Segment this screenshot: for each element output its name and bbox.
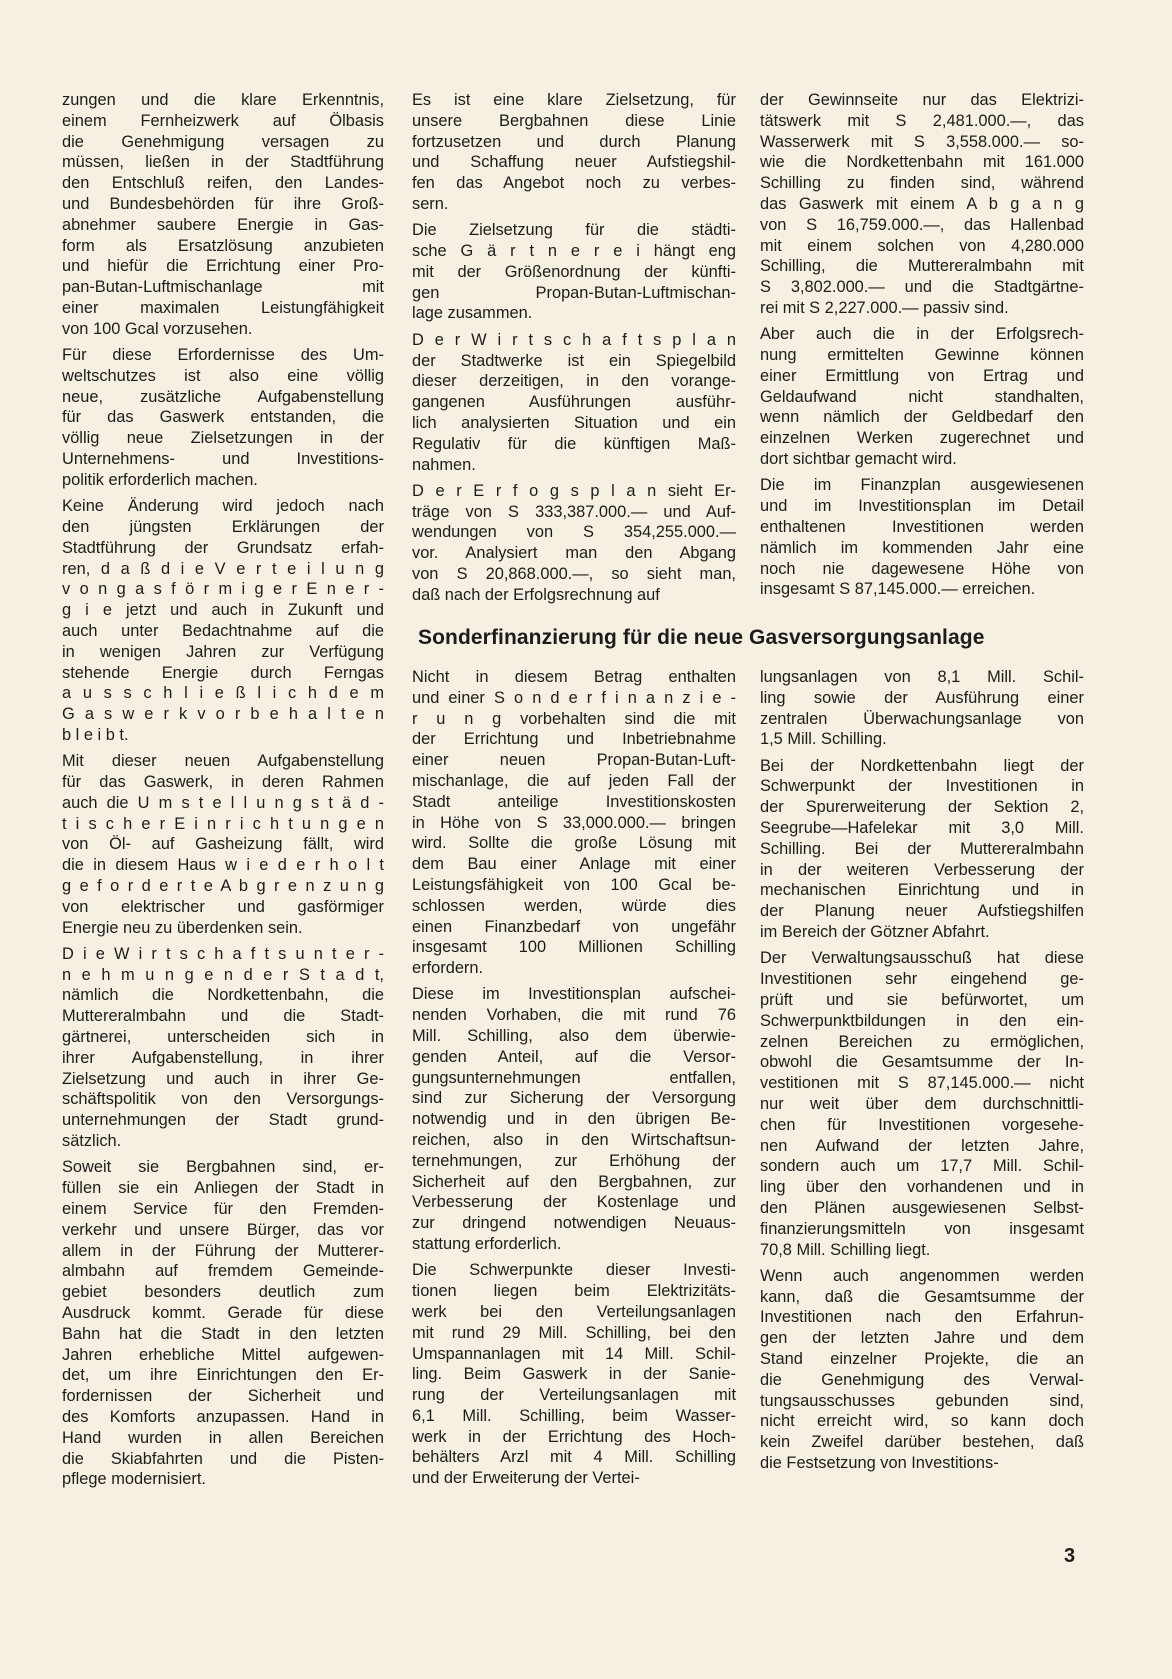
section-heading: Sonderfinanzierung für die neue Gasversorgungsanlage — [418, 626, 985, 649]
text-line: ternehmungen, zur Erhöhung der — [412, 1151, 736, 1170]
text-line: nämlich im kommenden Jahr eine — [760, 538, 1084, 557]
text-line: dieser derzeitigen, in den vorange- — [412, 372, 736, 391]
text-line: den jüngsten Erklärungen der — [62, 517, 384, 536]
paragraph — [412, 667, 736, 979]
text-line: Keine Änderung wird jedoch nach — [62, 497, 384, 516]
text-line: lage zusammen. — [412, 304, 533, 323]
text-line: Stand einzelner Projekte, die an — [760, 1350, 1084, 1368]
text-line: Bei der Nordkettenbahn liegt der — [760, 756, 1084, 775]
text-line: lungsanlagen von 8,1 Mill. Schil- — [760, 668, 1084, 686]
text-line: vor. Analysiert man den Abgang — [412, 544, 736, 563]
text-line: der Planung neuer Aufstiegshilfen — [760, 902, 1084, 921]
text-line: Umspannanlagen mit 14 Mill. Schil- — [412, 1344, 736, 1363]
text-line: sätzlich. — [62, 1132, 122, 1151]
text-line: gärtnerei, unterscheiden sich in — [62, 1028, 384, 1047]
text-line: 1,5 Mill. Schilling. — [760, 730, 887, 749]
text-line: in Höhe von S 33,000.000.— bringen — [412, 813, 736, 832]
text-line: einzelnen Werken zugerechnet und — [760, 429, 1084, 448]
text-line: politik erforderlich machen. — [62, 470, 258, 489]
text-line: stehende Energie durch Ferngas — [62, 663, 384, 682]
text-line: einer neuen Propan-Butan-Luft- — [412, 751, 736, 770]
paragraph — [412, 984, 736, 1254]
text-line: notwendig und in den übrigen Be- — [412, 1110, 736, 1129]
text-line: die in diesem Haus w i e d e r h o l t — [62, 856, 384, 875]
paragraph — [62, 345, 384, 491]
text-line: Seegrube—Hafelekar mit 3,0 Mill. — [760, 819, 1084, 838]
text-line: von S 16,759.000.—, das Hallenbad — [760, 215, 1084, 234]
text-line: a u s s c h l i e ß l i c h d e m — [62, 684, 384, 703]
column-1 — [62, 90, 384, 1496]
text-line: völlig neue Zielsetzungen in der — [62, 429, 384, 448]
text-line: und hiefür die Errichtung einer Pro- — [62, 257, 384, 276]
text-line: Investitionen nach den Erfahrun- — [760, 1308, 1084, 1327]
text-line: ling über den vorhandenen und in — [760, 1178, 1084, 1197]
text-line: erfordern. — [412, 959, 484, 978]
text-line: allem in der Führung der Mutterer- — [62, 1241, 384, 1260]
text-line: einem Fernheizwerk auf Ölbasis — [62, 111, 384, 130]
text-line: Für diese Erfordernisse des Um- — [62, 346, 384, 365]
text-line: mit der Größenordnung der künfti- — [412, 262, 736, 281]
text-line: unternehmungen der Stadt grund- — [62, 1111, 384, 1130]
text-line: pflege modernisiert. — [62, 1470, 206, 1489]
text-line: sind zur Sicherung der Versorgung — [412, 1089, 736, 1108]
text-line: Wasserwerk mit S 3,558.000.— so- — [760, 132, 1084, 151]
paragraph — [760, 324, 1084, 470]
text-line: einer Ermittlung von Ertrag und — [760, 366, 1084, 385]
text-line: rung der Verteilungsanlagen mit — [412, 1386, 736, 1405]
text-line: Schwerpunktbildungen in den ein- — [760, 1011, 1084, 1030]
text-line: finanzierungsmitteln von insgesamt — [760, 1219, 1084, 1238]
text-line: kann, daß die Gesamtsumme der — [760, 1287, 1084, 1306]
text-line: Energie neu zu überdenken sein. — [62, 918, 303, 937]
text-line: tungsausschusses gebunden sind, — [760, 1391, 1084, 1410]
text-line: nahmen. — [412, 455, 476, 474]
text-line: ihrer Aufgabenstellung, in ihrer — [62, 1048, 384, 1067]
paragraph — [62, 496, 384, 746]
text-line: von 100 Gcal vorzusehen. — [62, 319, 253, 338]
text-line: behälters Arzl mit 4 Mill. Schilling — [412, 1448, 736, 1467]
paragraph — [760, 756, 1084, 943]
text-line: Schilling, die Muttereralmbahn mit — [760, 257, 1084, 276]
paragraph — [760, 667, 1084, 750]
text-line: füllen sie ein Anliegen der Stadt in — [62, 1179, 384, 1198]
text-line: in der weiteren Verbesserung der — [760, 860, 1084, 879]
text-line: der Stadtwerke ist ein Spiegelbild — [412, 351, 736, 370]
text-line: Soweit sie Bergbahnen sind, er- — [62, 1158, 384, 1177]
page-number: 3 — [1064, 1545, 1076, 1567]
text-line: mechanischen Einrichtung und in — [760, 881, 1084, 900]
text-line: fordernissen der Sicherheit und — [62, 1387, 384, 1406]
text-line: von elektrischer und gasförmiger — [62, 897, 384, 916]
text-line: kein Zweifel darüber bestehen, daß — [760, 1433, 1084, 1452]
text-line: die Festsetzung von Investitions- — [760, 1453, 999, 1472]
text-line: Stadt anteilige Investitionskosten — [412, 792, 736, 811]
text-line: neue, zusätzliche Aufgabenstellung — [62, 387, 384, 406]
paragraph — [412, 220, 736, 324]
text-line: Nicht in diesem Betrag enthalten — [412, 668, 736, 686]
text-line: tionen liegen beim Elektrizitäts- — [412, 1282, 736, 1301]
text-line: daß nach der Erfolgsrechnung auf — [412, 585, 660, 604]
text-line: rei mit S 2,227.000.— passiv sind. — [760, 298, 1009, 317]
paragraph — [760, 475, 1084, 600]
paragraph — [760, 948, 1084, 1260]
text-line: mischanlage, die auf jeden Fall der — [412, 771, 736, 790]
text-line: 70,8 Mill. Schilling liegt. — [760, 1240, 931, 1259]
text-line: dem Bau einer Anlage mit einer — [412, 855, 736, 874]
text-line: sondern auch um 17,7 Mill. Schil- — [760, 1157, 1084, 1176]
text-line: nen Aufwand der letzten Jahre, — [760, 1136, 1084, 1155]
text-line: auch die U m s t e l l u n g s t ä d - — [62, 793, 384, 812]
text-line: der Errichtung und Inbetriebnahme — [412, 730, 736, 749]
paragraph — [412, 1260, 736, 1489]
text-line: abnehmer saubere Energie in Gas- — [62, 215, 384, 234]
text-line: almbahn auf fremdem Gemeinde- — [62, 1262, 384, 1281]
text-line: müssen, ließen in der Stadtführung — [62, 153, 384, 172]
text-line: die Genehmigung versagen zu — [62, 132, 384, 151]
text-line: 6,1 Mill. Schilling, beim Wasser- — [412, 1406, 736, 1425]
text-line: genden Anteil, auf die Versor- — [412, 1047, 736, 1066]
text-line: Die im Finanzplan ausgewiesenen — [760, 476, 1084, 495]
text-line: Es ist eine klare Zielsetzung, für — [412, 91, 736, 109]
text-line: Wenn auch angenommen werden — [760, 1266, 1084, 1285]
text-line: n e h m u n g e n d e r S t a d t, — [62, 965, 384, 984]
text-line: fen das Angebot noch zu verbes- — [412, 174, 736, 193]
text-line: Unternehmens- und Investitions- — [62, 450, 384, 469]
text-line: wendungen von S 354,255.000.— — [412, 523, 736, 542]
paragraph — [62, 1157, 384, 1490]
text-line: Hand wurden in allen Bereichen — [62, 1428, 384, 1447]
text-line: t i s c h e r E i n r i c h t u n g e n — [62, 814, 384, 833]
text-line: die Skiabfahrten und die Pisten- — [62, 1449, 384, 1468]
text-line: gen der letzten Jahre und dem — [760, 1329, 1084, 1348]
text-line: g i e jetzt und auch in Zukunft und — [62, 601, 384, 620]
text-line: vestitionen mit S 87,145.000.— nicht — [760, 1074, 1084, 1093]
text-line: D e r E r f o g s p l a n sieht Er- — [412, 481, 736, 500]
text-line: S 3,802.000.— und die Stadtgärtne- — [760, 278, 1084, 297]
text-line: Regulativ für die künftigen Maß- — [412, 434, 736, 453]
text-line: der Spurerweiterung der Sektion 2, — [760, 798, 1084, 817]
paragraph — [62, 944, 384, 1152]
text-line: Geldaufwand nicht standhalten, — [760, 387, 1084, 406]
text-line: einen Finanzbedarf von ungefähr — [412, 917, 736, 936]
text-line: unsere Bergbahnen diese Linie — [412, 111, 736, 130]
paragraph — [760, 90, 1084, 319]
text-line: ren, d a ß d i e V e r t e i l u n g — [62, 559, 384, 578]
text-line: den Entschluß reifen, den Landes- — [62, 174, 384, 193]
text-line: Schilling zu finden sind, während — [760, 174, 1084, 193]
text-line: schäftspolitik von den Versorgungs- — [62, 1090, 384, 1109]
text-line: noch nie dagewesene Höhe von — [760, 559, 1084, 578]
paragraph — [412, 90, 736, 215]
text-line: b l e i b t. — [62, 725, 129, 744]
text-line: Aber auch die in der Erfolgsrech- — [760, 325, 1084, 344]
text-line: nur weit über dem durchschnittli- — [760, 1094, 1084, 1113]
text-line: sern. — [412, 194, 449, 213]
text-line: lich analysierten Situation und ein — [412, 413, 736, 432]
text-line: Verbesserung der Kostenlage und — [412, 1193, 736, 1212]
text-line: des Komforts anzupassen. Hand in — [62, 1407, 384, 1426]
text-line: und der Erweiterung der Vertei- — [412, 1469, 640, 1488]
text-line: ling sowie der Ausführung einer — [760, 688, 1084, 707]
text-line: sche G ä r t n e r e i hängt eng — [412, 242, 736, 261]
text-line: wie die Nordkettenbahn mit 161.000 — [760, 153, 1084, 172]
text-line: gungsunternehmungen entfallen, — [412, 1068, 736, 1087]
text-line: D e r W i r t s c h a f t s p l a n — [412, 330, 736, 349]
text-line: in wenigen Jahren zur Verfügung — [62, 642, 384, 661]
text-line: Die Zielsetzung für die städti- — [412, 221, 736, 240]
text-line: Der Verwaltungsausschuß hat diese — [760, 949, 1084, 968]
paragraph — [62, 751, 384, 938]
text-line: von Öl- auf Gasheizung fällt, wird — [62, 835, 384, 854]
text-line: gangenen Ausführungen ausführ- — [412, 393, 736, 412]
text-line: tätswerk mit S 2,481.000.—, das — [760, 111, 1084, 130]
column-2-bottom — [412, 667, 736, 1495]
text-line: für das Gaswerk, in deren Rahmen — [62, 773, 384, 791]
column-3-bottom — [760, 667, 1084, 1479]
text-line: für das Gaswerk entstanden, die — [62, 408, 384, 427]
text-line: zungen und die klare Erkenntnis, — [62, 91, 384, 109]
text-line: Stadtführung der Grundsatz erfah- — [62, 538, 384, 557]
text-line: nung ermittelten Gewinne können — [760, 346, 1084, 365]
text-line: g e f o r d e r t e A b g r e n z u n g — [62, 876, 384, 895]
text-line: reichen, also in den Wirtschaftsun- — [412, 1131, 736, 1150]
text-line: pan-Butan-Luftmischanlage mit — [62, 278, 384, 297]
paragraph — [412, 481, 736, 606]
column-3-top — [760, 90, 1084, 606]
text-line: insgesamt 100 Millionen Schilling — [412, 938, 736, 957]
text-line: schlossen werden, würde dies — [412, 896, 736, 915]
paragraph — [62, 90, 384, 340]
text-line: und einer S o n d e r f i n a n z i e - — [412, 688, 736, 707]
text-line: stattung erforderlich. — [412, 1235, 562, 1254]
text-line: träge von S 333,387.000.— und Auf- — [412, 502, 736, 521]
text-line: chen für Investitionen vorgesehe- — [760, 1115, 1084, 1134]
text-line: wenn nämlich der Geldbedarf den — [760, 408, 1084, 427]
text-line: ling. Beim Gaswerk in der Sanie- — [412, 1365, 736, 1384]
text-line: auch unter Bedachtnahme auf die — [62, 621, 384, 640]
text-line: obwohl die Gesamtsumme der In- — [760, 1053, 1084, 1072]
text-line: nämlich die Nordkettenbahn, die — [62, 986, 384, 1005]
paragraph — [412, 330, 736, 476]
text-line: von S 20,868.000.—, so sieht man, — [412, 565, 736, 584]
text-line: r u n g vorbehalten sind die mit — [412, 709, 736, 728]
text-line: nenden Vorhaben, die mit rund 76 — [412, 1006, 736, 1025]
text-line: zelnen Bereichen zu ermöglichen, — [760, 1032, 1084, 1051]
text-line: und im Investitionsplan im Detail — [760, 497, 1084, 516]
text-line: Schwerpunkt der Investitionen in — [760, 777, 1084, 796]
text-line: und Bundesbehörden für ihre Groß- — [62, 194, 384, 213]
text-line: wird. Sollte die große Lösung mit — [412, 834, 736, 853]
text-line: G a s w e r k v o r b e h a l t e n — [62, 705, 384, 724]
text-line: zentralen Überwachungsanlage von — [760, 709, 1084, 728]
text-line: Mit dieser neuen Aufgabenstellung — [62, 752, 384, 771]
text-line: Mill. Schilling, also dem überwie- — [412, 1027, 736, 1046]
text-line: die Genehmigung des Verwal- — [760, 1370, 1084, 1389]
text-line: fortzusetzen und durch Planung — [412, 132, 736, 151]
text-line: insgesamt S 87,145.000.— erreichen. — [760, 580, 1036, 599]
text-line: Schilling. Bei der Muttereralmbahn — [760, 839, 1084, 858]
text-line: Muttereralmbahn und die Stadt- — [62, 1007, 384, 1026]
text-line: mit rund 29 Mill. Schilling, bei den — [412, 1323, 736, 1342]
text-line: den Plänen ausgewiesenen Selbst- — [760, 1198, 1084, 1217]
text-line: mit einem solchen von 4,280.000 — [760, 236, 1084, 255]
text-line: gebiet besonders deutlich zum — [62, 1283, 384, 1302]
text-line: Sicherheit auf den Bergbahnen, zur — [412, 1172, 736, 1191]
text-line: v o n g a s f ö r m i g e r E n e r - — [62, 580, 384, 599]
text-line: nicht erreicht wird, so kann doch — [760, 1412, 1084, 1431]
text-line: werk bei den Verteilungsanlagen — [412, 1302, 736, 1321]
paragraph — [760, 1266, 1084, 1474]
text-line: prüft und sie befürwortet, um — [760, 990, 1084, 1009]
text-line: weltschutzes ist also eine völlig — [62, 366, 384, 385]
text-line: einer maximalen Leistungfähigkeit — [62, 298, 384, 317]
text-line: Diese im Investitionsplan aufschei- — [412, 985, 736, 1004]
text-line: werk in der Errichtung des Hoch- — [412, 1427, 736, 1446]
text-line: Bahn hat die Stadt in den letzten — [62, 1324, 384, 1343]
text-line: Leistungsfähigkeit von 100 Gcal be- — [412, 875, 736, 894]
text-line: D i e W i r t s c h a f t s u n t e r - — [62, 944, 384, 963]
text-line: Zielsetzung und auch in ihrer Ge- — [62, 1069, 384, 1088]
column-2-top — [412, 90, 736, 611]
text-line: verkehr und unsere Bürger, das vor — [62, 1220, 384, 1239]
text-line: dort sichtbar gemacht wird. — [760, 450, 957, 469]
text-line: gen Propan-Butan-Luftmischan- — [412, 283, 736, 302]
text-line: det, um ihre Einrichtungen den Er- — [62, 1366, 384, 1385]
text-line: und Schaffung neuer Aufstiegshil- — [412, 153, 736, 172]
text-line: enthaltenen Investitionen werden — [760, 517, 1084, 536]
text-line: zur dringend notwendigen Neuaus- — [412, 1214, 736, 1233]
text-line: im Bereich der Götzner Abfahrt. — [760, 923, 990, 942]
text-line: das Gaswerk mit einem A b g a n g — [760, 194, 1084, 213]
text-line: einem Service für den Fremden- — [62, 1199, 384, 1218]
text-line: der Gewinnseite nur das Elektrizi- — [760, 91, 1084, 109]
text-line: Ausdruck kommt. Gerade für diese — [62, 1303, 384, 1322]
text-line: Die Schwerpunkte dieser Investi- — [412, 1261, 736, 1280]
text-line: Jahren erhebliche Mittel aufgewen- — [62, 1345, 384, 1364]
text-line: Investitionen sehr eingehend ge- — [760, 970, 1084, 989]
text-line: form als Ersatzlösung anzubieten — [62, 236, 384, 255]
